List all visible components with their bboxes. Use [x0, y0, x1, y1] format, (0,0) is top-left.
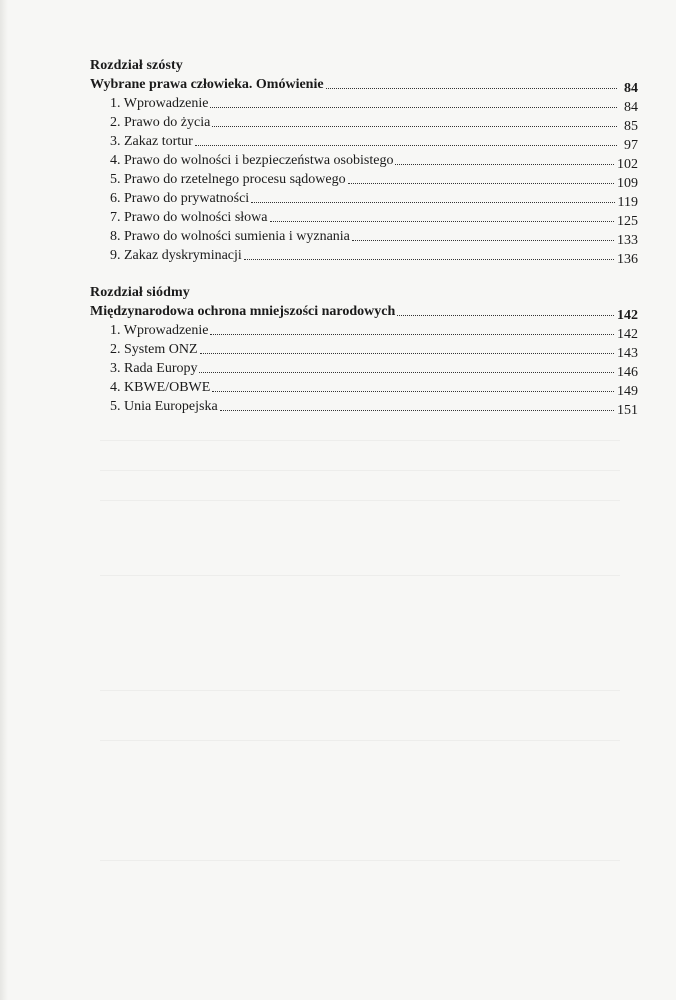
- chapter-title-row[interactable]: [90, 302, 638, 321]
- entry-title: 2. System ONZ: [110, 342, 198, 357]
- chapter-6: [90, 56, 638, 265]
- table-of-contents: [90, 56, 638, 434]
- leader-dots: [212, 125, 617, 127]
- toc-entry[interactable]: [90, 94, 638, 113]
- toc-entry[interactable]: [90, 359, 638, 378]
- toc-entry[interactable]: [90, 246, 638, 265]
- entry-title: 1. Wprowadzenie: [110, 323, 209, 338]
- page-number: 119: [617, 195, 638, 210]
- entry-title: 4. Prawo do wolności i bezpieczeństwa osobistego: [110, 153, 394, 168]
- page-number: 102: [617, 157, 638, 172]
- bleed-through-line: [100, 500, 620, 501]
- page-number: 84: [624, 81, 638, 96]
- page-number: 85: [624, 119, 638, 134]
- leader-dots: [220, 409, 614, 411]
- leader-dots: [397, 314, 614, 316]
- entry-title: 4. KBWE/OBWE: [110, 380, 211, 395]
- leader-dots: [270, 220, 615, 222]
- page-number: 84: [624, 100, 638, 115]
- toc-entry[interactable]: [90, 189, 638, 208]
- page-number: 109: [617, 176, 638, 191]
- leader-dots: [395, 163, 614, 165]
- toc-entry[interactable]: [90, 132, 638, 151]
- page-number: 151: [617, 403, 638, 418]
- leader-dots: [199, 371, 614, 373]
- leader-dots: [210, 106, 617, 108]
- entry-title: 3. Zakaz tortur: [110, 134, 193, 149]
- leader-dots: [212, 390, 614, 392]
- entry-title: 7. Prawo do wolności słowa: [110, 210, 268, 225]
- toc-entry[interactable]: [90, 397, 638, 416]
- toc-entry[interactable]: [90, 208, 638, 227]
- leader-dots: [352, 239, 614, 241]
- page-edge-shadow: [0, 0, 8, 1000]
- bleed-through-line: [100, 440, 620, 441]
- leader-dots: [244, 258, 614, 260]
- toc-entry[interactable]: [90, 151, 638, 170]
- chapter-title: Wybrane prawa człowieka. Omówienie: [90, 77, 324, 92]
- page-number: 133: [617, 233, 638, 248]
- bleed-through-line: [100, 690, 620, 691]
- chapter-7: [90, 283, 638, 416]
- entry-title: 2. Prawo do życia: [110, 115, 211, 130]
- leader-dots: [200, 352, 615, 354]
- entry-title: 6. Prawo do prywatności: [110, 191, 250, 206]
- page-number: 142: [617, 327, 638, 342]
- toc-entry[interactable]: [90, 321, 638, 340]
- chapter-label: Rozdział siódmy: [90, 285, 190, 300]
- page-number: 149: [617, 384, 638, 399]
- page-number: 97: [624, 138, 638, 153]
- toc-entry[interactable]: [90, 378, 638, 397]
- bleed-through-line: [100, 575, 620, 576]
- entry-title: 9. Zakaz dyskryminacji: [110, 248, 242, 263]
- leader-dots: [326, 87, 617, 89]
- leader-dots: [210, 333, 614, 335]
- entry-title: 1. Wprowadzenie: [110, 96, 209, 111]
- leader-dots: [195, 144, 617, 146]
- chapter-title: Międzynarodowa ochrona mniejszości narodowych: [90, 304, 396, 319]
- bleed-through-line: [100, 470, 620, 471]
- leader-dots: [348, 182, 614, 184]
- page-number: 146: [617, 365, 638, 380]
- entry-title: 5. Prawo do rzetelnego procesu sądowego: [110, 172, 346, 187]
- toc-entry[interactable]: [90, 170, 638, 189]
- chapter-label: Rozdział szósty: [90, 58, 183, 73]
- toc-entry[interactable]: [90, 340, 638, 359]
- page-number: 125: [617, 214, 638, 229]
- entry-title: 8. Prawo do wolności sumienia i wyznania: [110, 229, 350, 244]
- page-number: 143: [617, 346, 638, 361]
- toc-entry[interactable]: [90, 227, 638, 246]
- entry-title: 5. Unia Europejska: [110, 399, 218, 414]
- bleed-through-line: [100, 740, 620, 741]
- toc-entry[interactable]: [90, 113, 638, 132]
- bleed-through-line: [100, 860, 620, 861]
- page-number: 136: [617, 252, 638, 267]
- leader-dots: [251, 201, 614, 203]
- page-number: 142: [617, 308, 638, 323]
- chapter-title-row[interactable]: [90, 75, 638, 94]
- entry-title: 3. Rada Europy: [110, 361, 198, 376]
